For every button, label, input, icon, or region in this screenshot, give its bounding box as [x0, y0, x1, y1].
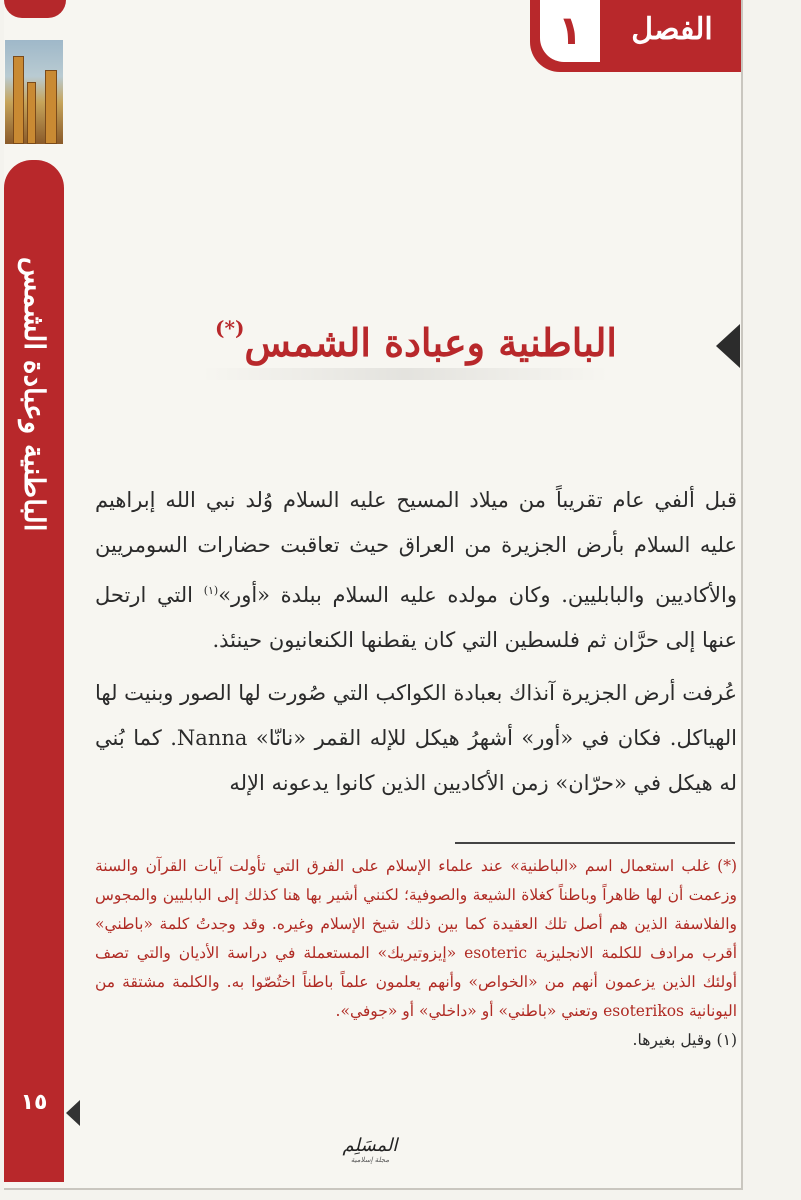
publisher-logo-subtitle: مجلة إسلامية [350, 1156, 390, 1164]
footnote-divider [455, 842, 735, 844]
prev-page-arrow-icon[interactable] [66, 1100, 80, 1126]
chapter-label: الفصل [631, 12, 713, 47]
publisher-logo-text: المسَلِم [342, 1135, 398, 1156]
footnote-1: (١) وقيل بغيرها. [632, 1031, 737, 1049]
chapter-title [200, 316, 632, 365]
chapter-number: ١ [540, 0, 600, 62]
body-text [95, 478, 737, 806]
paragraph-2: عُرفت أرض الجزيرة آنذاك بعبادة الكواكب التي صُورت لها الصور وبنيت لها الهياكل. فكان في «أور» أشهرُ هيكل للإله القمر «نانّا» Nanna. كما بُني له هيكل في «حرّان» زمن الأكاديين الذين كانوا يدعونه الإله [95, 681, 737, 795]
paragraph-1-text: قبل ألفي عام تقريباً من ميلاد المسيح عليه السلام وُلد نبي الله إبراهيم عليه السلام بأرض الجزيرة من العراق حيث تعاقبت حضارات السومريين والأكاديين والبابليين. وكان مولده عليه السلام ببلدة «أور» [95, 488, 737, 607]
page-number: ١٥ [20, 1090, 48, 1115]
footnotes [95, 852, 737, 1055]
sidebar-book-title: الباطنية وعبادة الشمس [18, 257, 51, 532]
title-footnote-marker: (*) [215, 316, 245, 340]
footnote-star: (*) غلب استعمال اسم «الباطنية» عند علماء الإسلام على الفرق التي تأولت آيات القرآن والسنة وزعمت أن لها ظاهراً وباطناً كغلاة الشيعة والصوفية؛ لكنني أشير بها هنا كذلك إلى البابليين والمجوس والفلاسفة الذين هم أصل تلك العقيدة كما بين ذلك شيخ الإسلام وغيره. وقد وجدتُ كلمة «باطني» أقرب مرادف للكلمة الانجليزية esoteric «إيزوتيريك» المستعملة في دراسة الأديان والتي تصف أولئك الذين يزعمون أنهم من «الخواص» وأنهم يعلمون علماً باطناً اختُصّوا به. والكلمة مشتقة من اليونانية esoterikos وتعني «باطني» أو «داخلي» أو «جوفي». [95, 857, 737, 1020]
publisher-logo [340, 1135, 400, 1164]
footnote-ref-1: (١) [203, 584, 219, 597]
top-tab-decoration [4, 0, 66, 18]
title-shadow [200, 368, 610, 380]
title-pointer-icon [716, 324, 740, 368]
paragraph-1 [95, 478, 737, 663]
paragraph-1-end: التي ارتحل عنها إلى حرَّان ثم فلسطين التي كان يقطنها الكنعانيون حينئذ. [95, 583, 737, 652]
chapter-title-text: الباطنية وعبادة الشمس [244, 320, 617, 365]
ruins-photo [5, 40, 63, 144]
